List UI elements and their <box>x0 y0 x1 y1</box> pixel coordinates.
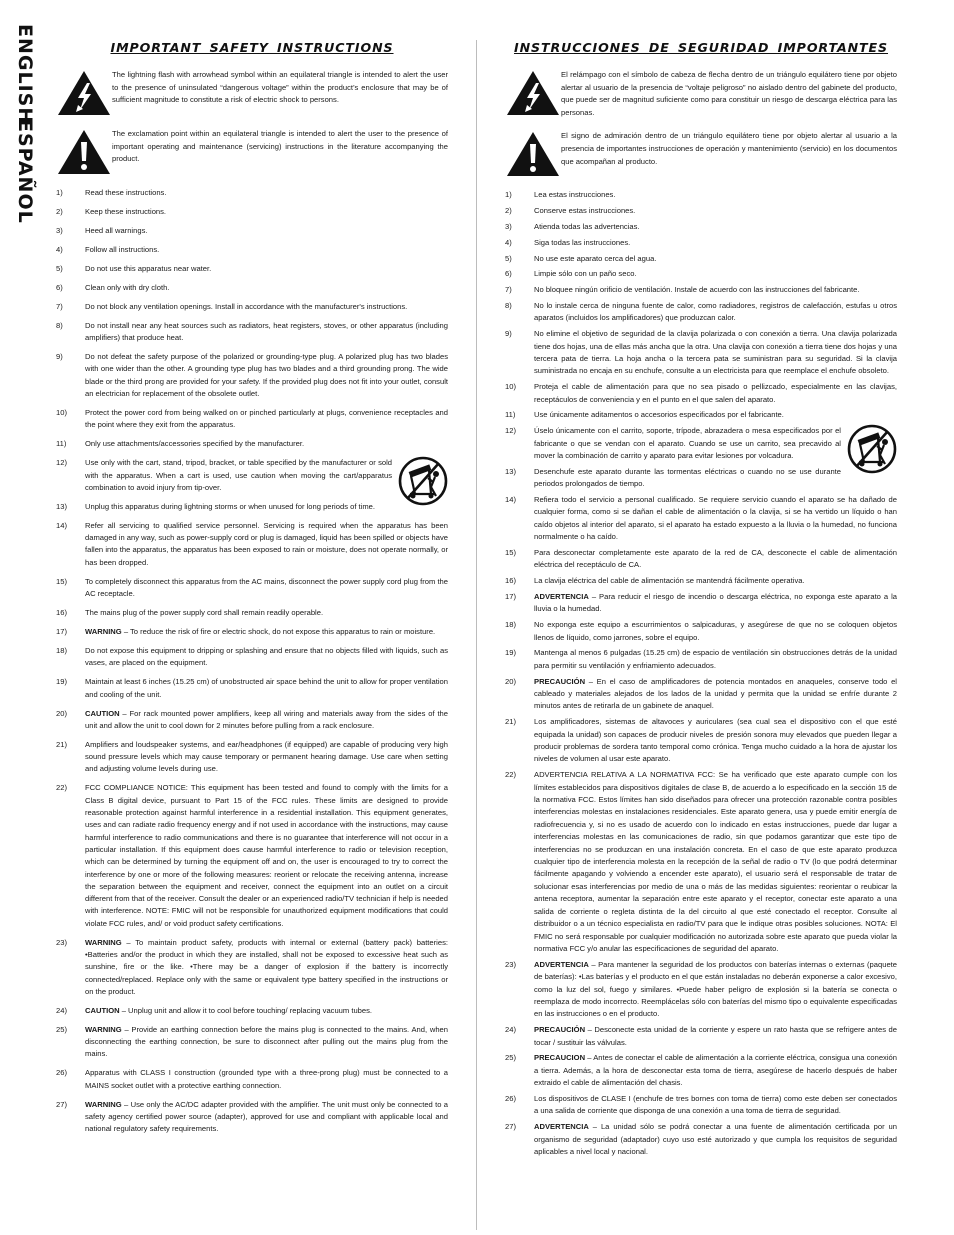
list-item <box>56 501 448 513</box>
item-number: 13) <box>505 466 516 476</box>
item-text: La clavija eléctrica del cable de alimentación se mantendrá fácilmente operativa. <box>534 576 805 586</box>
item-text: Lea estas instrucciones. <box>534 190 616 200</box>
item-text: Keep these instructions. <box>85 206 167 216</box>
spanish-column <box>505 40 897 1162</box>
item-number: 15) <box>505 548 516 557</box>
item-text: Refer all servicing to qualified service personnel. Servicing is required when the apparatus has been damaged in any way, such as power-supply cord or plug is damaged, liquid has been spilled or objects have fallen into the apparatus, the apparatus has been exposed to rain or moisture, does not operate normally, or has been dropped. <box>85 520 448 567</box>
item-number: 12) <box>56 458 67 468</box>
list-item <box>505 409 897 421</box>
list-item <box>505 328 897 378</box>
item-text: ADVERTENCIA RELATIVA A LA NORMATIVA FCC: Se ha verificado que este aparato cumple con los límites establecidos para dispositivos digitales de clase B, de acuerdo a lo especificado en la sección 15 de la normativa FCC. Estos límites han sido diseñados para ofrecer una protección razonable contra posibles interferencias molestas en instalaciones residenciales. Este aparato genera, usa y puede emitir energía de radiofrecuencia y, si no es usado de acuerdo con lo indicado en estas instrucciones, puede dar lugar a interferencias molestas en las comunicaciones de radio, sin que podamos garantizar que este tipo de interferencias no se produzcan en una instalación concreta. En el caso de que este aparato produzca cualquier tipo de interferencia molesta en la recepción de la señal de radio o TV (lo que podrá determinar fácilmente apagando y volviendo a encender este aparato), el usuario será el responsable de tratar de solucionar esas interferencias por medio de una o más de las medidas siguientes: reorientar o reubicar la antena receptora, aumentar la separación entre este aparato y el receptor, conectar este aparato a una salida de corriente o regleta distinta de la del circuito al que esté conectado el receptor. Consulte al distribuidor o a un técnico especialista en radio/TV para que le indique otras posibles soluciones. NOTA: El FMIC no será responsable por cualquier modificación no autorizada sobre este aparato que pueda violar la normativa FCC y/o anular las especificaciones de seguridad del aparato. <box>534 770 897 953</box>
item-keyword: PRECAUCION <box>534 1053 586 1063</box>
item-number: 8) <box>505 300 512 310</box>
lightning-triangle-icon <box>505 69 561 117</box>
list-item <box>505 575 897 587</box>
list-item <box>505 466 897 491</box>
language-label-espanol: ESPAÑOL <box>14 119 36 224</box>
english-title: IMPORTANT SAFETY INSTRUCTIONS <box>110 40 394 55</box>
item-text: Maintain at least 6 inches (15.25 cm) of unobstructed air space behind the unit to allow for proper ventilation and cooling of the unit. <box>85 677 448 699</box>
lightning-warning-text-es: El relámpago con el símbolo de cabeza de flecha dentro de un triángulo equilátero tiene por objeto alertar al usuario de la presencia de “voltaje peligroso” no aislado dentro del gabinete del producto, que puede ser de magnitud suficiente como para constituir un riesgo de descarga eléctrica para las personas. <box>561 70 897 117</box>
item-keyword: WARNING <box>85 1024 122 1034</box>
item-text: No exponga este equipo a escurrimientos o salpicaduras, y asegúrese de que no se coloquen objetos llenos de líquido, como jarrones, sobre el equipo. <box>534 620 897 642</box>
item-text: Desenchufe este aparato durante las tormentas eléctricas o cuando no se use durante periodos prolongados de tiempo. <box>534 466 841 489</box>
list-item <box>56 1067 448 1092</box>
list-item <box>505 676 897 713</box>
item-number: 2) <box>505 206 512 216</box>
list-item <box>505 381 897 406</box>
list-item <box>56 520 448 569</box>
item-number: 10) <box>505 382 516 392</box>
list-item <box>505 284 897 296</box>
list-item <box>56 626 448 638</box>
item-text: The mains plug of the power supply cord shall remain readily operable. <box>85 608 324 618</box>
list-item <box>505 300 897 325</box>
item-number: 7) <box>505 285 512 295</box>
list-item <box>56 206 448 218</box>
item-text: Atienda todas las advertencias. <box>534 221 640 231</box>
list-item <box>56 676 448 701</box>
list-item <box>505 1093 897 1118</box>
item-number: 20) <box>505 676 516 686</box>
item-number: 18) <box>56 646 67 655</box>
item-keyword: CAUTION <box>85 708 120 718</box>
list-item <box>56 1005 448 1017</box>
item-keyword: PRECAUCIÓN <box>534 676 586 686</box>
item-number: 23) <box>56 937 67 947</box>
item-text: Use only with the cart, stand, tripod, bracket, or table specified by the manufacturer or sold with the apparatus. When a cart is used, use caution when moving the cart/apparatus combination to avoid injury from tip-over. <box>85 458 392 492</box>
item-text: Los amplificadores, sistemas de altavoces y auriculares (sea cual sea el dispositivo con el que esté equipada la unidad) son capaces de producir niveles de presión sonora muy elevados que pueden llegar a producir problemas de sordera tanto temporal como crónica. Tenga mucho cuidado a la hora de ajustar los niveles de volumen al usar este aparato. <box>534 717 897 764</box>
language-sidebar <box>6 24 36 224</box>
item-number: 21) <box>505 717 516 727</box>
item-number: 19) <box>505 648 516 658</box>
item-text: Use únicamente aditamentos o accesorios especificados por el fabricante. <box>534 410 784 420</box>
list-item <box>505 591 897 616</box>
item-number: 26) <box>56 1068 67 1078</box>
english-column <box>56 40 448 1142</box>
item-text: – For rack mounted power amplifiers, keep all wiring and materials away from the sides of the unit and allow the unit to cool down for 2 minutes before pulling from a rack enclosure. <box>85 708 448 730</box>
item-text: Apparatus with CLASS I construction (grounded type with a three-prong plug) must be connected to a MAINS socket outlet with a protective earthing connection. <box>85 1068 448 1090</box>
list-item <box>56 438 448 450</box>
item-text: Heed all warnings. <box>85 225 148 235</box>
list-item <box>56 225 448 237</box>
list-item <box>56 782 448 930</box>
list-item <box>505 268 897 280</box>
item-number: 1) <box>56 188 63 197</box>
item-number: 4) <box>56 244 63 254</box>
item-text: To completely disconnect this apparatus from the AC mains, disconnect the power supply cord plug from the AC receptacle. <box>85 576 448 599</box>
list-item <box>505 189 897 201</box>
list-item <box>56 1024 448 1061</box>
item-text: Read these instructions. <box>85 188 167 197</box>
item-number: 13) <box>56 501 67 511</box>
list-item <box>56 187 448 199</box>
item-text: Do not install near any heat sources such as radiators, heat registers, stoves, or other apparatus (including amplifiers) that produce heat. <box>85 320 448 343</box>
item-text: Para desconectar completamente este aparato de la red de CA, desconecte el cable de alimentación eléctrica del receptáculo de CA. <box>534 548 897 570</box>
item-text: – La unidad sólo se podrá conectar a una fuente de alimentación certificada por un organismo de seguridad (adaptador) cuyo uso esté autorizado y que cumpla los requisitos de seguridad aplicables a nivel local y nacional. <box>534 1122 897 1156</box>
item-text: Proteja el cable de alimentación para que no sea pisado o pellizcado, especialmente en las clavijas, receptáculos de conveniencia y en el punto en el que salen del aparato. <box>534 382 897 404</box>
item-number: 16) <box>505 576 516 586</box>
list-item <box>505 494 897 544</box>
item-text: No elimine el objetivo de seguridad de la clavija polarizada o con conexión a tierra. Una clavija polarizada tiene dos hojas, una de ellas más ancha que la otra. Una clavija con conexión a tierra tiene dos hojas y una tercera pata de tierra. La hoja ancha o la tercera pata se suministran para su seguridad. Si la clavija suministrada no encaja en su enchufe, consulte a un electricista para que reemplace el enchufe obsoleto. <box>534 329 897 376</box>
item-number: 15) <box>56 576 67 586</box>
exclamation-triangle-icon <box>505 130 561 178</box>
item-number: 26) <box>505 1093 516 1103</box>
list-item <box>56 708 448 733</box>
list-item <box>505 716 897 766</box>
list-item <box>505 1121 897 1158</box>
item-number: 9) <box>56 352 63 362</box>
list-item <box>505 221 897 233</box>
list-item <box>56 576 448 601</box>
item-number: 21) <box>56 739 67 749</box>
item-keyword: ADVERTENCIA <box>534 1122 589 1132</box>
list-item <box>56 457 448 494</box>
item-keyword: CAUTION <box>85 1005 120 1015</box>
list-item <box>505 769 897 955</box>
exclamation-warning-es <box>505 130 897 178</box>
item-keyword: WARNING <box>85 1099 122 1109</box>
item-keyword: PRECAUCIÓN <box>534 1025 586 1035</box>
item-text: Clean only with dry cloth. <box>85 282 170 292</box>
list-item <box>56 263 448 275</box>
item-text: Do not block any ventilation openings. Install in accordance with the manufacturer's instructions. <box>85 301 408 311</box>
item-keyword: ADVERTENCIA <box>534 959 589 969</box>
item-number: 2) <box>56 206 63 216</box>
item-number: 12) <box>505 426 516 436</box>
item-number: 7) <box>56 301 63 311</box>
item-text: – En el caso de amplificadores de potencia montados en anaqueles, conserve todo el cableado y materiales alejados de los lados de la unidad y permita que la unidad se enfríe durante 2 minutos antes de retirarla de un gabinete de anaquel. <box>534 676 897 711</box>
list-item <box>56 407 448 432</box>
list-item <box>505 1052 897 1089</box>
item-number: 18) <box>505 620 516 630</box>
item-number: 9) <box>505 329 512 339</box>
item-text: Mantenga al menos 6 pulgadas (15.25 cm) de espacio de ventilación sin obstrucciones detrás de la unidad para permitir su ventilación y enfriamiento adecuados. <box>534 648 897 670</box>
exclamation-triangle-icon <box>56 128 112 176</box>
list-item <box>56 320 448 345</box>
item-text: Do not use this apparatus near water. <box>85 263 212 273</box>
item-text: No bloquee ningún orificio de ventilación. Instale de acuerdo con las instrucciones del fabricante. <box>534 285 860 295</box>
item-text: – To maintain product safety, products with internal or external (battery pack) batteries: •Batteries and/or the product in which they are installed, shall not be exposed to excessive heat such as sunshine, fire or the like. •There may be a danger of explosion if the battery is incorrectly connected/replaced. Replace only with the same or equivalent type battery specified in the instructions or on the product. <box>85 937 448 996</box>
item-text: – Para mantener la seguridad de los productos con baterías internas o externas (paquete de baterías): •Las baterías y el producto en el que están instaladas no deberán exponerse a calor excesivo, como la luz del sol, fuego y similares. •Puede haber peligro de explosión si la batería se conecta o reemplaza de modo incorrecto. Reemplácelas sólo con baterías del mismo tipo o equivalente especificadas en las instrucciones o en el producto. <box>534 959 897 1019</box>
item-number: 10) <box>56 408 67 418</box>
item-number: 16) <box>56 608 67 618</box>
lightning-triangle-icon <box>56 69 112 117</box>
item-keyword: WARNING <box>85 627 122 637</box>
item-number: 3) <box>56 225 63 235</box>
item-text: FCC COMPLIANCE NOTICE: This equipment has been tested and found to comply with the limits for a Class B digital device, pursuant to Part 15 of the FCC rules. These limits are designed to provide reasonable protection against harmful interference in a residential installation. This equipment generates, uses and can radiate radio frequency energy and if not used in accordance with the instructions, may cause harmful interference to radio communications and there is no guarantee that interference will not occur in a particular installation. If this equipment does cause harmful interference to radio or television reception, which can be determined by turning the equipment off and on, the user is encouraged to try to correct the interference by one or more of the following measures: reorient or relocate the receiving antenna, increase the separation between the equipment and receiver, connect the equipment into an outlet on a circuit different from that of the receiver. Consult the dealer or an experienced radio/TV technician if help is needed with interference. NOTE: FMIC will not be responsible for unauthorized equipment modifications that could violate FCC rules, and/ or void product safety certifications. <box>85 783 448 928</box>
lightning-warning-text: The lightning flash with arrowhead symbol within an equilateral triangle is intended to alert the user to the presence of uninsulated “dangerous voltage” within the product’s enclosure that may be of sufficient magnitude to constitute a risk of electric shock to persons. <box>112 70 448 105</box>
item-text: Limpie sólo con un paño seco. <box>534 269 637 279</box>
spanish-instruction-list <box>505 189 897 1158</box>
list-item <box>505 547 897 572</box>
list-item <box>505 1024 897 1049</box>
item-number: 27) <box>505 1122 516 1132</box>
list-item <box>505 647 897 672</box>
list-item <box>56 739 448 776</box>
list-item <box>56 937 448 998</box>
item-keyword: ADVERTENCIA <box>534 592 589 601</box>
item-text: Do not defeat the safety purpose of the polarized or grounding-type plug. A polarized plug has two blades with one wider than the other. A grounding type plug has two blades and a third grounding prong. The wide blade or the third prong are provided for your safety. If the provided plug does not fit into your outlet, consult an electrician for replacement of the obsolete outlet. <box>85 352 448 399</box>
item-text: – Unplug unit and allow it to cool before touching/ replacing vacuum tubes. <box>119 1005 373 1015</box>
item-text: Do not expose this equipment to dripping or splashing and ensure that no objects filled with liquids, such as vases, are placed on the equipment. <box>85 646 448 668</box>
exclamation-warning <box>56 128 448 176</box>
item-number: 25) <box>505 1053 516 1063</box>
item-number: 6) <box>56 282 63 292</box>
lightning-warning-es <box>505 69 897 119</box>
item-number: 14) <box>505 494 516 504</box>
list-item <box>505 425 897 462</box>
list-item <box>505 205 897 217</box>
list-item <box>505 237 897 249</box>
item-number: 4) <box>505 237 512 247</box>
exclamation-warning-text: The exclamation point within an equilateral triangle is intended to alert the user to the presence of important operating and maintenance (servicing) instructions in the literature accompanying the product. <box>112 129 448 164</box>
item-number: 27) <box>56 1099 67 1109</box>
item-text: – Desconecte esta unidad de la corriente y espere un rato hasta que se refrigere antes de tocar / sustituir las válvulas. <box>534 1025 897 1047</box>
item-text: Amplifiers and loudspeaker systems, and ear/headphones (if equipped) are capable of producing very high sound pressure levels which may cause temporary or permanent hearing damage. Use care when setting and adjusting volume levels during use. <box>85 739 448 774</box>
item-number: 11) <box>56 439 67 449</box>
item-number: 20) <box>56 708 67 718</box>
exclamation-warning-text-es: El signo de admiración dentro de un triángulo equilátero tiene por objeto alertar al usuario a la presencia de importantes instrucciones de operación y mantenimiento (servicio) en los documentos que acompañan al producto. <box>561 131 897 166</box>
item-text: Úselo únicamente con el carrito, soporte, trípode, abrazadera o mesa especificados por el fabricante o que se vendan con el aparato. Cuando se use un carrito, sea precavido al mover la combinación de carrito y aparato para evitar lesiones por volcadura. <box>534 426 841 460</box>
item-number: 22) <box>56 783 67 793</box>
list-item <box>56 1099 448 1136</box>
list-item <box>56 244 448 256</box>
item-number: 25) <box>56 1024 67 1034</box>
item-number: 17) <box>505 592 516 601</box>
item-text: Follow all instructions. <box>85 244 160 254</box>
item-keyword: WARNING <box>85 937 122 947</box>
item-number: 17) <box>56 627 67 637</box>
item-text: – Use only the AC/DC adapter provided with the amplifier. The unit must only be connected to a safety agency certified power source (adapter), approved for use and compliant with applicable local and national regulatory safety requirements. <box>85 1099 448 1134</box>
lightning-warning <box>56 69 448 117</box>
item-number: 3) <box>505 221 512 231</box>
item-text: Siga todas las instrucciones. <box>534 237 631 247</box>
item-text: Only use attachments/accessories specified by the manufacturer. <box>85 439 305 449</box>
list-item <box>56 282 448 294</box>
list-item <box>505 253 897 265</box>
item-text: Protect the power cord from being walked on or pinched particularly at plugs, convenience receptacles and the point where they exit from the apparatus. <box>85 408 448 430</box>
item-text: – Antes de conectar el cable de alimentación a la corriente eléctrica, consigua una conexión a tierra. Además, a la hora de desconectar esta toma de tierra, asegúrese de hacerlo después de haber extraido el cable de alimentación del chasis. <box>534 1053 897 1088</box>
item-text: Los dispositivos de CLASE I (enchufe de tres bornes con toma de tierra) como este deben ser conectados a una salida de corriente que disponga de una conexión a una toma de tierra de seguridad. <box>534 1093 897 1116</box>
item-number: 22) <box>505 770 516 780</box>
item-number: 14) <box>56 520 67 530</box>
list-item <box>505 619 897 644</box>
item-text: – Provide an earthing connection before the mains plug is connected to the mains. And, when disconnecting the earthing connection, be sure to disconnect after pulling out the mains plug from the mains. <box>85 1024 448 1059</box>
item-number: 5) <box>505 253 512 263</box>
item-number: 8) <box>56 320 63 330</box>
item-number: 11) <box>505 410 516 420</box>
item-number: 19) <box>56 677 67 687</box>
list-item <box>505 959 897 1021</box>
list-item <box>56 301 448 313</box>
item-number: 5) <box>56 263 63 273</box>
item-text: Conserve estas instrucciones. <box>534 206 636 216</box>
column-divider <box>476 40 477 1230</box>
item-number: 24) <box>56 1005 67 1015</box>
item-text: No use este aparato cerca del agua. <box>534 253 657 263</box>
item-number: 23) <box>505 959 516 969</box>
item-text: – To reduce the risk of fire or electric shock, do not expose this apparatus to rain or moisture. <box>121 627 436 637</box>
item-number: 6) <box>505 269 512 279</box>
item-text: Unplug this apparatus during lightning storms or when unused for long periods of time. <box>85 501 375 511</box>
english-instruction-list <box>56 187 448 1136</box>
item-number: 1) <box>505 190 512 200</box>
item-number: 24) <box>505 1025 516 1035</box>
language-label-english: ENGLISH <box>14 24 36 125</box>
item-text: – Para reducir el riesgo de incendio o descarga eléctrica, no exponga este aparato a la lluvia o la humedad. <box>534 592 897 614</box>
item-text: No lo instale cerca de ninguna fuente de calor, como radiadores, registros de calefacción, estufas u otros aparatos (incluidos los amplificadores) que produzcan calor. <box>534 300 897 323</box>
list-item <box>56 351 448 400</box>
item-text: Refiera todo el servicio a personal cualificado. Se requiere servicio cuando el aparato se ha dañado de cualquier forma, como si se dañan el cable de alimentación o la clavija, si se ha vertido un líquido o han caído objetos al interior del aparato, si el aparato ha estado expuesto a la lluvia o la humedad, no funciona normalmente o ha caído. <box>534 494 897 542</box>
spanish-title: INSTRUCCIONES DE SEGURIDAD IMPORTANTES <box>513 40 889 55</box>
list-item <box>56 607 448 619</box>
list-item <box>56 645 448 670</box>
